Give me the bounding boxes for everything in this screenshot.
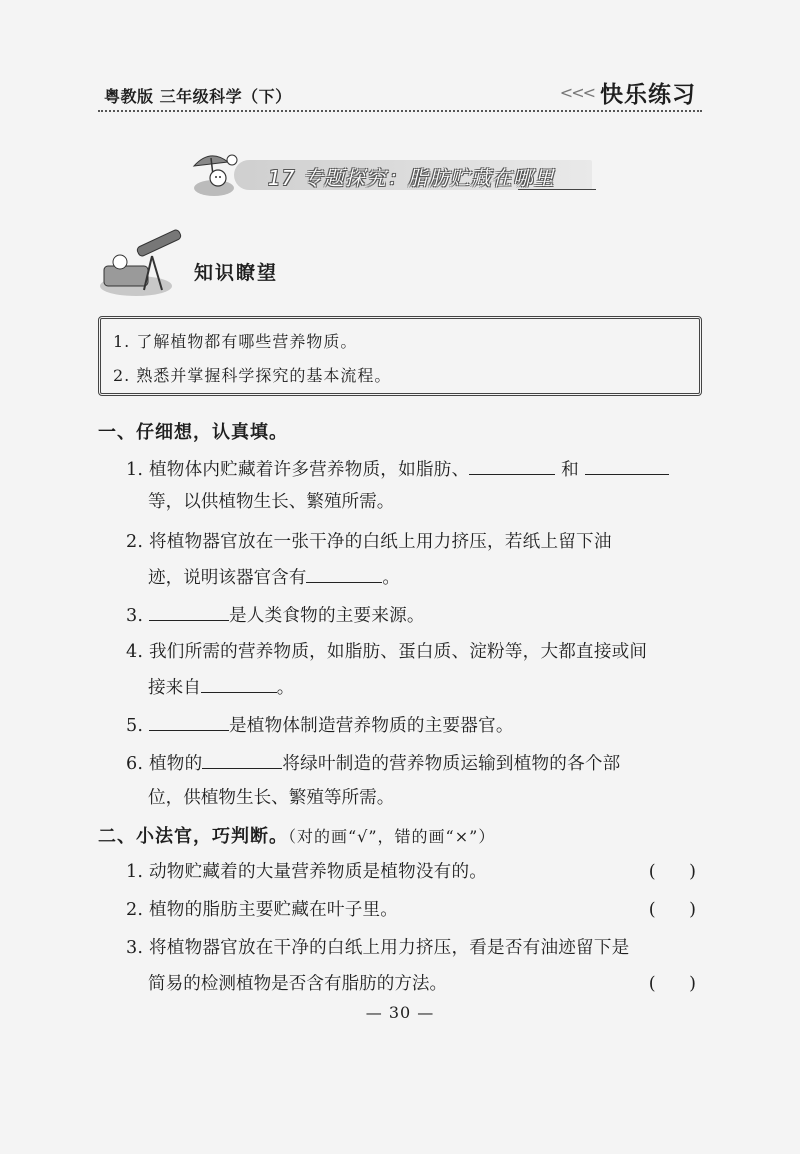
question-text: 将绿叶制造的营养物质运输到植物的各个部 <box>282 754 621 774</box>
question-text: 1. 植物体内贮藏着许多营养物质，如脂肪、 <box>126 460 470 480</box>
fill-question-6 <box>126 750 702 776</box>
section-judge-title <box>98 822 495 848</box>
fill-question-1-cont: 等，以供植物生长、繁殖所需。 <box>148 492 395 512</box>
judge-question-3: 3. 将植物器官放在干净的白纸上用力挤压，看是否有油迹留下是 <box>126 938 630 958</box>
question-text: 是人类食物的主要来源。 <box>228 606 425 626</box>
question-text: 和 <box>561 460 579 480</box>
question-text: 。 <box>276 678 295 698</box>
answer-blank[interactable] <box>149 712 229 731</box>
header-divider <box>98 110 702 112</box>
question-text: 6. 植物的 <box>126 754 203 774</box>
series-title: 快乐练习 <box>600 82 696 108</box>
learning-goals-box <box>98 316 702 396</box>
question-text: 是植物体制造营养物质的主要器官。 <box>228 716 514 736</box>
textbook-edition: 粤教版 三年级科学（下） <box>104 87 292 106</box>
answer-blank[interactable] <box>306 564 382 583</box>
fill-question-6-cont: 位，供植物生长、繁殖等所需。 <box>148 788 395 808</box>
chevrons-icon: <<< <box>559 83 594 102</box>
answer-blank[interactable] <box>469 456 555 475</box>
question-text: 3. <box>126 606 149 626</box>
question-text: 5. <box>126 716 149 736</box>
answer-blank[interactable] <box>149 602 229 621</box>
section-judge-heading: 二、小法官，巧判断。 <box>98 826 288 847</box>
answer-parentheses[interactable]: ( ) <box>648 900 696 920</box>
goal-item: 1. 了解植物都有哪些营养物质。 <box>113 332 358 351</box>
fill-question-4-cont <box>148 674 294 700</box>
judge-question-1: 1. 动物贮藏着的大量营养物质是植物没有的。 <box>126 862 488 882</box>
answer-blank[interactable] <box>201 674 277 693</box>
judge-question-3-cont: 简易的检测植物是否含有脂肪的方法。 <box>148 974 448 994</box>
answer-blank[interactable] <box>585 456 669 475</box>
mascot-umbrella-icon <box>188 146 250 198</box>
answer-parentheses[interactable]: ( ) <box>648 862 696 882</box>
telescope-icon <box>96 228 188 298</box>
page-number: — 30 — <box>365 1003 435 1022</box>
question-text: 。 <box>382 568 400 588</box>
fill-question-3 <box>126 602 702 628</box>
fill-question-4: 4. 我们所需的营养物质，如脂肪、蛋白质、淀粉等，大都直接或间 <box>126 642 648 662</box>
question-text: 迹，说明该器官含有 <box>148 568 307 588</box>
section-judge-instructions: （对的画“√”，错的画“×”） <box>288 827 496 846</box>
fill-question-2-cont <box>148 564 400 590</box>
answer-parentheses[interactable]: ( ) <box>648 974 696 994</box>
judge-question-2: 2. 植物的脂肪主要贮藏在叶子里。 <box>126 900 399 920</box>
knowledge-label: 知识瞭望 <box>194 262 279 284</box>
fill-question-5 <box>126 712 702 738</box>
header-brand <box>560 76 696 109</box>
lesson-title: 17 专题探究：脂肪贮藏在哪里 <box>268 166 555 190</box>
lesson-banner <box>188 146 608 198</box>
answer-blank[interactable] <box>202 750 282 769</box>
section-fill-title: 一、仔细想，认真填。 <box>98 422 288 443</box>
knowledge-heading <box>96 228 296 300</box>
question-text: 接来自 <box>148 678 201 698</box>
goal-item: 2. 熟悉并掌握科学探究的基本流程。 <box>113 366 392 385</box>
fill-question-1 <box>126 456 702 482</box>
fill-question-2: 2. 将植物器官放在一张干净的白纸上用力挤压，若纸上留下油 <box>126 532 612 552</box>
